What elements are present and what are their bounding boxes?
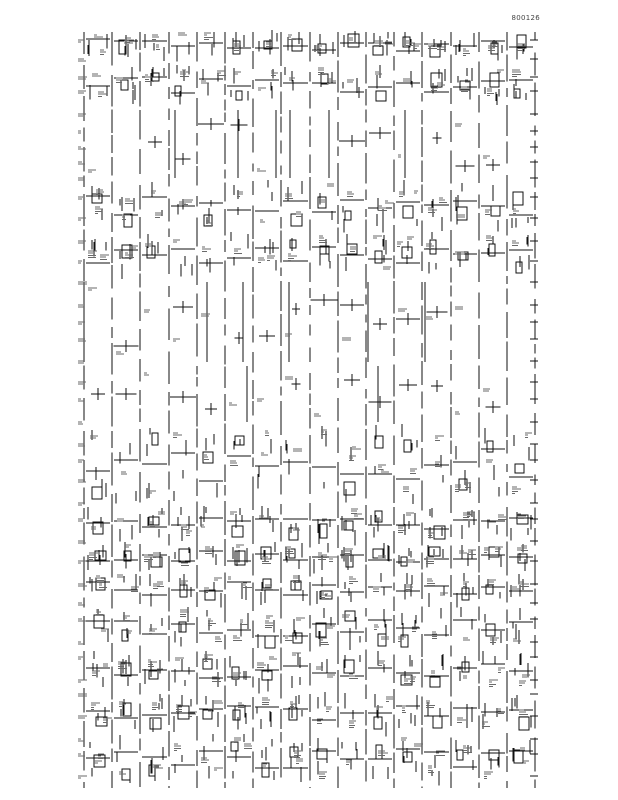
component-body [514, 750, 523, 763]
component-body [344, 521, 353, 530]
component-body [121, 80, 128, 90]
component-body [514, 89, 520, 98]
component-body [345, 211, 351, 220]
label-layer [78, 33, 532, 779]
component-body [316, 623, 326, 637]
wire-layer [84, 30, 538, 788]
component-body [263, 579, 271, 588]
component-body [346, 555, 353, 567]
component-body [150, 718, 161, 729]
component-body [403, 206, 413, 218]
component-body [434, 526, 445, 539]
component-body [519, 717, 529, 730]
component-body [486, 585, 493, 594]
component-body [457, 207, 467, 220]
component-body [430, 240, 436, 254]
component-body [232, 526, 243, 537]
component-body [236, 91, 242, 100]
component-body [376, 745, 382, 759]
component-body [518, 554, 527, 563]
component-body [292, 39, 302, 51]
component-body [290, 240, 296, 248]
component-body [262, 671, 272, 680]
component-body [491, 206, 500, 216]
component-body [404, 440, 411, 452]
component-body [513, 192, 523, 205]
component-body [345, 611, 355, 621]
component-body [375, 251, 382, 263]
component-body [320, 524, 327, 538]
component-body [430, 677, 440, 687]
page-number: 800126 [511, 14, 540, 22]
component-body [96, 578, 105, 590]
component-body [293, 633, 302, 643]
component-body [231, 742, 238, 751]
component-body [487, 441, 493, 452]
component-body [373, 549, 383, 558]
component-body [203, 659, 212, 669]
component-body [515, 464, 524, 473]
component-body [457, 750, 463, 760]
component-body [378, 634, 386, 646]
component-body [490, 73, 499, 87]
component-body [233, 710, 240, 720]
component-body [289, 708, 297, 720]
component-body [373, 46, 383, 55]
component-body [489, 244, 495, 256]
component-body [265, 636, 275, 648]
component-body [92, 487, 102, 499]
component-body [149, 671, 158, 679]
component-body [124, 214, 132, 227]
component-body [376, 91, 386, 101]
component-body [433, 716, 442, 728]
component-body [516, 262, 522, 273]
component-body [262, 763, 269, 777]
component-body [92, 194, 102, 203]
component-body [152, 433, 158, 445]
component-body [179, 549, 190, 562]
component-body [291, 214, 302, 226]
component-body [374, 717, 382, 729]
